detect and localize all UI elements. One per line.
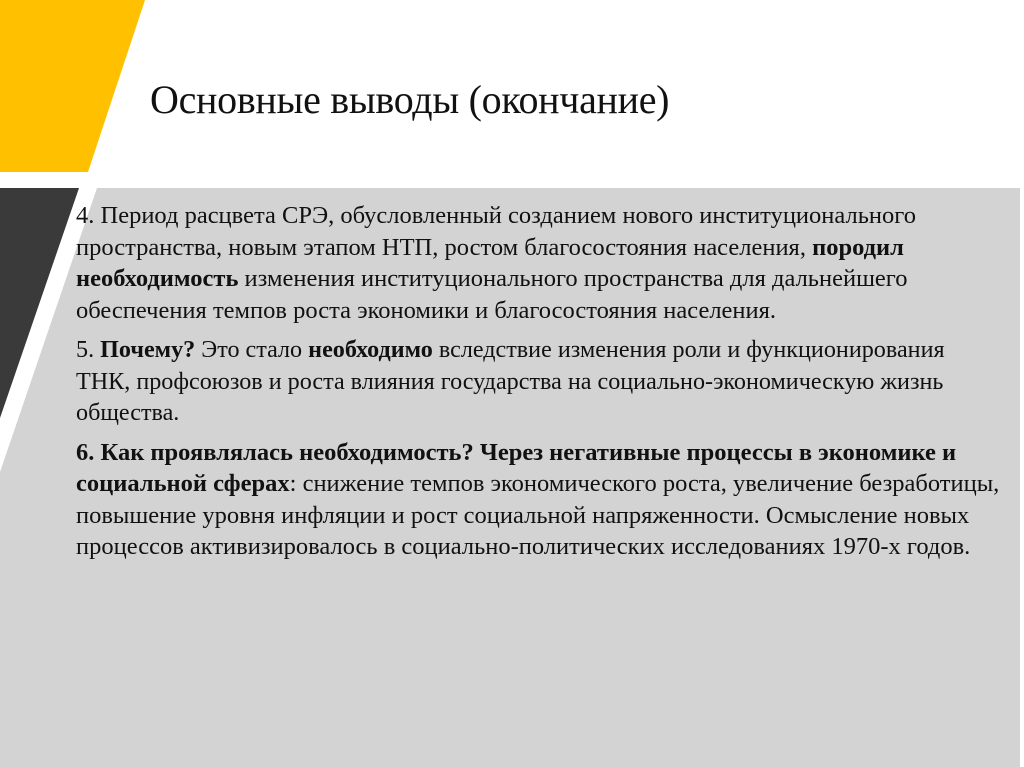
paragraph-number: 4. (76, 202, 95, 229)
slide-title: Основные выводы (окончание) (150, 77, 670, 122)
paragraph-emphasis: 6. Как проявлялась необходимость? Через негативные процессы в экономике и социальной сферах (76, 438, 957, 497)
paragraph-5 (76, 334, 992, 429)
paragraph-4 (76, 200, 1006, 326)
paragraph-emphasis: необходимо (308, 336, 433, 363)
paragraph-text: вследствие изменения роли и функционирования ТНК, профсоюзов и роста влияния государства на социально-экономическую жизнь общества. (76, 336, 945, 426)
paragraph-6 (76, 437, 1006, 563)
paragraph-text: Это стало (195, 336, 309, 363)
paragraph-text: Период расцвета СРЭ, обусловленный созданием нового институционального пространства, новым этапом НТП, ростом благосостояния населения, (76, 202, 916, 261)
paragraph-text: изменения институционального пространства для дальнейшего обеспечения темпов роста экономики и благосостояния населения. (76, 265, 908, 324)
paragraph-emphasis: Почему? (100, 336, 196, 363)
paragraph-text: : снижение темпов экономического роста, увеличение безработицы, повышение уровня инфляции и рост социальной напряженности. Осмысление новых процессов активизировалось в социально-политических исследованиях 1970-х годов. (76, 470, 1000, 560)
slide-body (76, 200, 1006, 571)
paragraph-emphasis: породил необходимость (76, 233, 904, 292)
paragraph-number: 5. (76, 336, 101, 363)
